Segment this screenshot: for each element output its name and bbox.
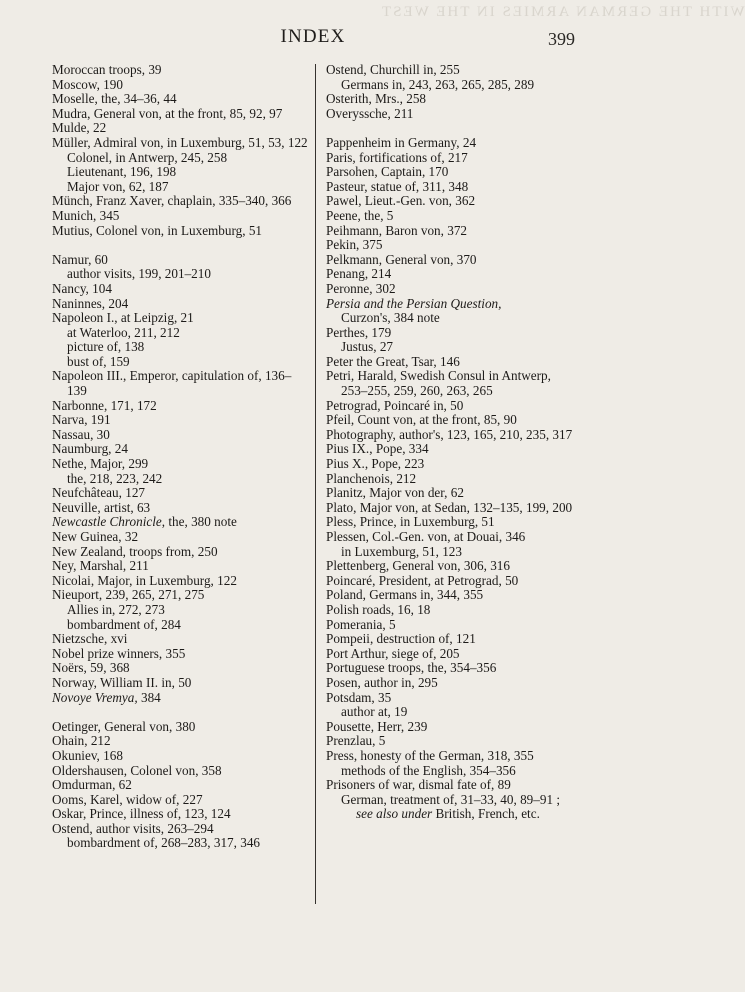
index-subentry: Justus, 27 xyxy=(341,339,394,355)
index-entry: Oldershausen, Colonel von, 358 xyxy=(52,762,222,778)
index-entry-rest: the, 380 note xyxy=(168,514,237,530)
index-entry: Newcastle Chronicle, the, 380 note xyxy=(52,514,237,530)
index-entry: Münch, Franz Xaver, chaplain, 335–340, 366 xyxy=(52,193,292,209)
index-entry: Prenzlau, 5 xyxy=(326,733,386,749)
index-entry: New Guinea, 32 xyxy=(52,529,139,544)
index-subentry: bombardment of, 284 xyxy=(67,616,181,632)
index-entry: Pless, Prince, in Luxemburg, 51 xyxy=(326,514,495,530)
index-entry: Parsohen, Captain, 170 xyxy=(326,164,449,180)
index-subentry: at Waterloo, 211, 212 xyxy=(67,324,180,340)
index-subentry: Lieutenant, 196, 198 xyxy=(67,164,177,180)
index-entry: Mudra, General von, at the front, 85, 92, 97 xyxy=(52,105,283,121)
index-entry: Plessen, Col.-Gen. von, at Douai, 346 xyxy=(326,529,526,544)
index-entry: Photography, author's, 123, 165, 210, 235, 317 xyxy=(326,426,573,442)
index-entry: Peter the Great, Tsar, 146 xyxy=(326,353,460,369)
index-entry: Munich, 345 xyxy=(52,207,120,223)
index-entry: Pius X., Pope, 223 xyxy=(326,456,425,472)
index-entry: Petri, Harald, Swedish Consul in Antwerp, 253–255, 259, 260, 263, 265 xyxy=(326,368,551,399)
index-entry: Penang, 214 xyxy=(326,266,392,282)
index-entry: Polish roads, 16, 18 xyxy=(326,601,431,617)
index-entry: Pappenheim in Germany, 24 xyxy=(326,134,477,150)
index-subentry: author at, 19 xyxy=(341,704,408,720)
index-entry: Nobel prize winners, 355 xyxy=(52,645,186,661)
index-entry: Neuville, artist, 63 xyxy=(52,499,151,515)
index-entry-italic: Persia and the Persian Question, xyxy=(326,295,502,311)
left-column xyxy=(52,63,308,851)
page-number: 399 xyxy=(548,29,575,49)
index-entry: Napoleon III., Emperor, capitulation of, 136–139 xyxy=(52,368,292,399)
index-entry: Nietzsche, xvi xyxy=(52,631,128,647)
index-entry: Pousette, Herr, 239 xyxy=(326,718,428,734)
index-entry: Pius IX., Pope, 334 xyxy=(326,441,429,457)
index-entry: New Zealand, troops from, 250 xyxy=(52,543,218,559)
index-entry: Oetinger, General von, 380 xyxy=(52,718,196,734)
index-entry: Osterith, Mrs., 258 xyxy=(326,91,427,107)
index-entry: Moroccan troops, 39 xyxy=(52,62,162,77)
index-entry: Pasteur, statue of, 311, 348 xyxy=(326,178,469,194)
index-subentry: author visits, 199, 201–210 xyxy=(67,266,211,282)
index-subentry: Allies in, 272, 273 xyxy=(67,601,165,617)
index-entry: Nieuport, 239, 265, 271, 275 xyxy=(52,587,205,603)
index-subentry: bust of, 159 xyxy=(67,353,130,369)
page-title: INDEX xyxy=(280,26,346,47)
index-subentry: in Luxemburg, 51, 123 xyxy=(341,543,462,559)
index-entry: Overyssche, 211 xyxy=(326,105,414,121)
index-entry: Press, honesty of the German, 318, 355 xyxy=(326,747,534,763)
index-subentry: picture of, 138 xyxy=(67,339,145,355)
index-entry: Napoleon I., at Leipzig, 21 xyxy=(52,310,194,326)
index-entry: Pekin, 375 xyxy=(326,237,383,253)
index-entry: Prisoners of war, dismal fate of, 89 xyxy=(326,777,511,793)
index-entry xyxy=(52,691,308,706)
index-entry: Planitz, Major von der, 62 xyxy=(326,485,464,501)
index-entry: Ostend, Churchill in, 255 xyxy=(326,62,460,77)
index-entry: Naninnes, 204 xyxy=(52,295,129,311)
index-entry: Perthes, 179 xyxy=(326,324,392,340)
index-entry: Ney, Marshal, 211 xyxy=(52,558,149,574)
index-entry: Norway, William II. in, 50 xyxy=(52,674,192,690)
index-entry: Namur, 60 xyxy=(52,251,108,267)
index-entry: Peihmann, Baron von, 372 xyxy=(326,222,468,238)
index-entry: Poincaré, President, at Petrograd, 50 xyxy=(326,572,519,588)
index-subentry: methods of the English, 354–356 xyxy=(341,762,516,778)
index-entry: Müller, Admiral von, in Luxemburg, 51, 53, 122 xyxy=(52,134,308,150)
index-entry: Moscow, 190 xyxy=(52,76,123,92)
index-entry: Noërs, 59, 368 xyxy=(52,660,130,676)
show-through-text: WITH THE GERMAN ARMIES IN THE WEST xyxy=(380,4,745,20)
index-entry: Nassau, 30 xyxy=(52,426,110,442)
index-entry: Neufchâteau, 127 xyxy=(52,485,146,501)
index-entry: Port Arthur, siege of, 205 xyxy=(326,645,460,661)
index-entry-rest: German, treatment of, 31–33, 40, 89–91 ; xyxy=(341,791,561,807)
index-entry: Pawel, Lieut.-Gen. von, 362 xyxy=(326,193,476,209)
index-entry: Nicolai, Major, in Luxemburg, 122 xyxy=(52,572,237,588)
index-entry: Narva, 191 xyxy=(52,412,111,428)
index-entry-italic: Novoye Vremya, xyxy=(52,689,138,705)
index-entry: Plettenberg, General von, 306, 316 xyxy=(326,558,510,574)
index-entry: Moselle, the, 34–36, 44 xyxy=(52,91,177,107)
index-entry: Mutius, Colonel von, in Luxemburg, 51 xyxy=(52,222,263,238)
index-entry: Potsdam, 35 xyxy=(326,689,392,705)
index-entry-rest: 384 xyxy=(140,689,161,705)
index-subentry xyxy=(326,793,580,822)
index-entry: Omdurman, 62 xyxy=(52,777,132,793)
index-entry: Pfeil, Count von, at the front, 85, 90 xyxy=(326,412,517,428)
index-subentry: Major von, 62, 187 xyxy=(67,178,169,194)
column-divider xyxy=(315,64,316,904)
index-entry: Ostend, author visits, 263–294 xyxy=(52,820,214,836)
index-entry: Pompeii, destruction of, 121 xyxy=(326,631,476,647)
index-entry: Peronne, 302 xyxy=(326,280,396,296)
index-entry: Planchenois, 212 xyxy=(326,470,417,486)
index-entry: Pelkmann, General von, 370 xyxy=(326,251,477,267)
index-subentry: the, 218, 223, 242 xyxy=(67,470,163,486)
index-subentry: Curzon's, 384 note xyxy=(341,310,440,326)
index-entry: Plato, Major von, at Sedan, 132–135, 199, 200 xyxy=(326,499,573,515)
index-entry: Nethe, Major, 299 xyxy=(52,456,149,472)
index-entry: Narbonne, 171, 172 xyxy=(52,397,157,413)
index-entry-rest: British, French, etc. xyxy=(435,806,540,822)
index-entry: Petrograd, Poincaré in, 50 xyxy=(326,397,464,413)
index-entry: Paris, fortifications of, 217 xyxy=(326,149,468,165)
index-entry: Peene, the, 5 xyxy=(326,207,394,223)
index-entry: Nancy, 104 xyxy=(52,280,112,296)
index-entry: Okuniev, 168 xyxy=(52,747,123,763)
index-entry: Naumburg, 24 xyxy=(52,441,128,457)
index-entry: Poland, Germans in, 344, 355 xyxy=(326,587,484,603)
index-entry: Mulde, 22 xyxy=(52,120,107,136)
index-subentry: bombardment of, 268–283, 317, 346 xyxy=(67,835,261,851)
index-entry: Pomerania, 5 xyxy=(326,616,396,632)
index-entry-italic: Newcastle Chronicle xyxy=(52,514,162,530)
index-entry-italic: see also under xyxy=(356,806,433,822)
index-entry: Posen, author in, 295 xyxy=(326,674,438,690)
right-column xyxy=(326,63,580,822)
index-subentry: Germans in, 243, 263, 265, 285, 289 xyxy=(341,76,535,92)
index-subentry: Colonel, in Antwerp, 245, 258 xyxy=(67,149,228,165)
index-entry: Oskar, Prince, illness of, 123, 124 xyxy=(52,806,231,822)
index-entry: Portuguese troops, the, 354–356 xyxy=(326,660,497,676)
index-entry: Ohain, 212 xyxy=(52,733,111,749)
index-entry: Ooms, Karel, widow of, 227 xyxy=(52,791,203,807)
